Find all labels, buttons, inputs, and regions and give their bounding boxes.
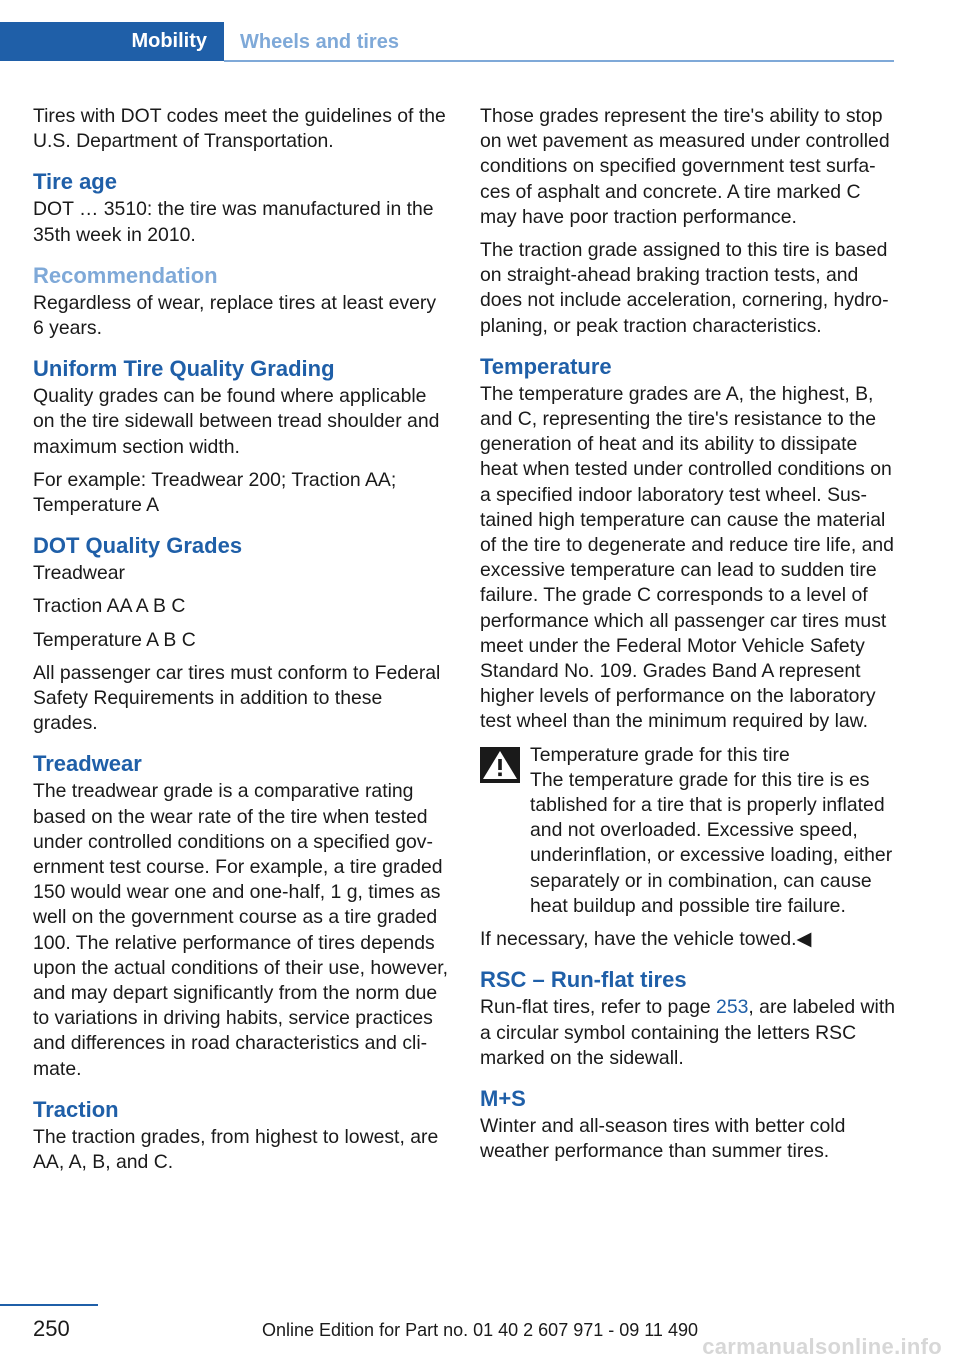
rsc-text-after: , are labeled with a circular symbol containing the letters RSC marked on the sidewall. xyxy=(480,996,895,1069)
traction-assigned-text: The traction grade assigned to this tire is based on straight-ahead braking traction tests, and does not include acceleration, cornering, hydroplaning, or peak traction characteristics. xyxy=(480,239,889,337)
watermark: carmanualsonline.info xyxy=(702,1334,942,1359)
tire-age-text: DOT … 3510: the tire was manufactured in the 35th week in 2010. xyxy=(33,198,434,246)
recommendation-text: Regardless of wear, replace tires at least every 6 years. xyxy=(33,291,437,340)
ms-text: Winter and all-season tires with better cold weather performance than summer tires. xyxy=(480,1114,846,1163)
heading-tire-age: Tire age xyxy=(33,169,117,195)
warning-text: tablished for a tire that is properly inflated and not overloaded. Excessive speed, underinflation, or excessive loading, either separately or in combination, can cause heat buildup and possible tire failure. xyxy=(530,794,893,917)
heading-ms: M+S xyxy=(480,1085,526,1111)
warning-title: Temperature grade for this tire xyxy=(530,743,790,766)
warning-block xyxy=(480,743,895,919)
left-column xyxy=(33,104,448,1183)
right-column xyxy=(480,104,895,1172)
heading-dot-grades: DOT Quality Grades xyxy=(33,533,243,559)
section-title[interactable]: Wheels and tires xyxy=(240,31,399,53)
header-rule xyxy=(224,60,894,62)
dot-line-temperature: Temperature A B C xyxy=(33,628,196,651)
tow-text: If necessary, have the vehicle towed.◀ xyxy=(480,928,812,951)
rsc-text xyxy=(480,995,895,1071)
chapter-tab[interactable]: Mobility xyxy=(0,22,224,61)
warning-line-1: The temperature grade for this tire is es xyxy=(530,768,870,791)
traction-grades-text: Those grades represent the tire's ability to stop on wet pavement as measured under controlled conditions on specified government test surfaces of asphalt and concrete. A tire marked C may have poor traction performance. xyxy=(480,105,890,228)
dot-intro: Tires with DOT codes meet the guidelines of the U.S. Department of Transportation. xyxy=(33,105,446,153)
heading-temperature: Temperature xyxy=(480,353,612,379)
heading-treadwear: Treadwear xyxy=(33,751,142,777)
warning-triangle-icon xyxy=(480,747,520,783)
treadwear-text: The treadwear grade is a comparative rating based on the wear rate of the tire when tested under controlled conditions on a specified government test course. For example, a tire graded 150 would wear one and one-half, 1 g, times as well on the government course as a tire graded 100. The relative performance of tires depends upon the actual conditions of their use, however, and may depart significantly from the norm due to variations in driving habits, service practices and differences in road characteristics and climate. xyxy=(33,780,449,1080)
edition-text: Online Edition for Part no. 01 40 2 607 971 - 09 11 490 xyxy=(262,1320,698,1340)
dot-line-treadwear: Treadwear xyxy=(33,562,125,585)
utqg-text-1: Quality grades can be found where applicable on the tire sidewall between tread shoulder and maximum section width. xyxy=(33,385,440,458)
rsc-text-before: Run-flat tires, refer to page xyxy=(480,996,717,1019)
temperature-text: The temperature grades are A, the highest, B, and C, representing the tire's resistance to the generation of heat and its ability to dissipate heat when tested under controlled conditions on a specified indoor laboratory test wheel. Sustained high temperature can cause the material of the tire to degenerate and reduce tire life, and excessive temperature can lead to sudden tire failure. The grade C corresponds to a level of performance which all passenger car tires must meet under the Federal Motor Vehicle Safety Standard No. 109. Grades Band A represent higher levels of performance on the laboratory test wheel than the minimum required by law. xyxy=(480,382,894,733)
heading-traction: Traction xyxy=(33,1096,119,1122)
heading-recommendation: Recommendation xyxy=(33,262,218,288)
heading-utqg: Uniform Tire Quality Grading xyxy=(33,356,335,382)
footer-rule xyxy=(0,1304,98,1306)
page-number: 250 xyxy=(33,1316,70,1341)
utqg-text-2: For example: Treadwear 200; Traction AA; Temperature A xyxy=(33,468,397,517)
page-link-253[interactable]: 253 xyxy=(716,996,749,1019)
traction-text: The traction grades, from highest to lowest, are AA, A, B, and C. xyxy=(33,1125,439,1174)
heading-rsc: RSC – Run-flat tires xyxy=(480,967,687,993)
dot-conform-text: All passenger car tires must conform to Federal Safety Requirements in addition to these grades. xyxy=(33,661,441,735)
dot-line-traction: Traction AA A B C xyxy=(33,595,186,618)
